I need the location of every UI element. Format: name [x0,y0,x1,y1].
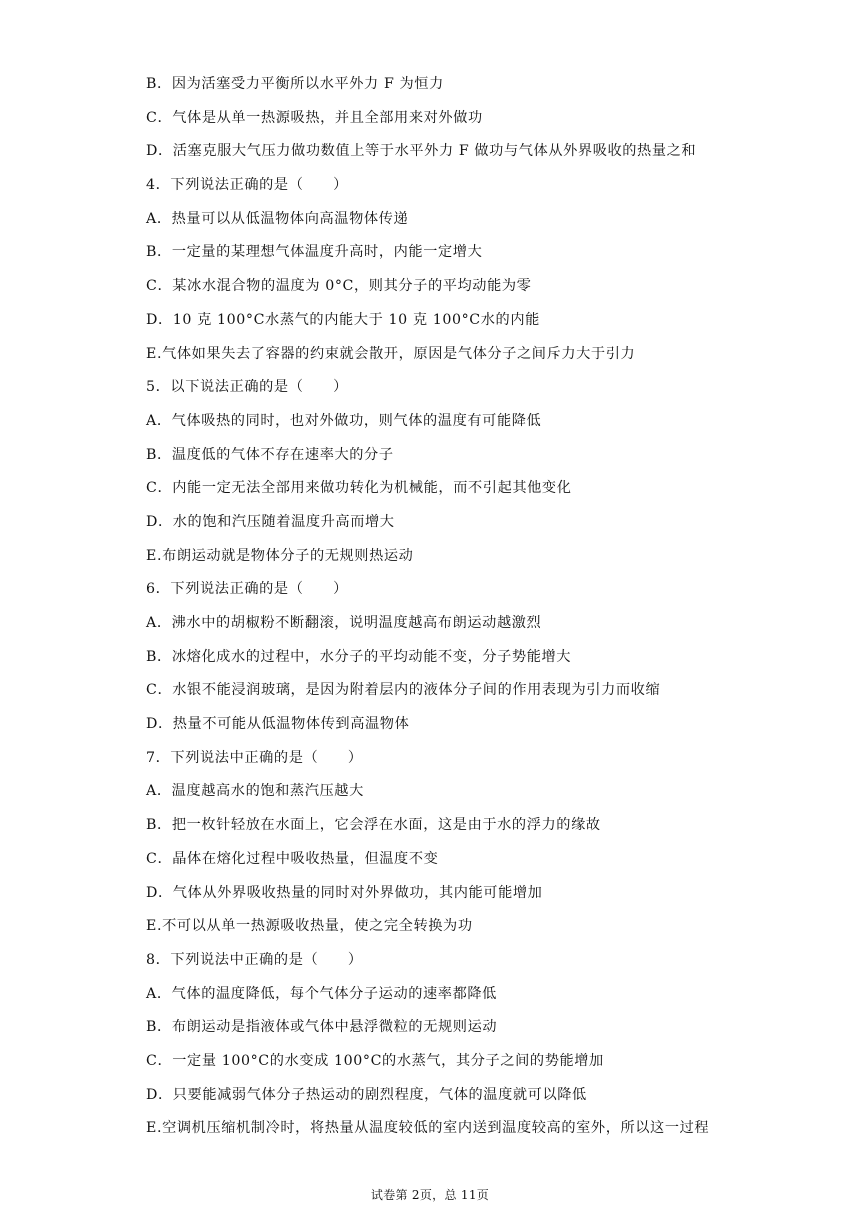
option-b: B．一定量的某理想气体温度升高时，内能一定增大 [146,244,483,261]
option-c: C．内能一定无法全部用来做功转化为机械能，而不引起其他变化 [146,480,572,497]
option-d: D．气体从外界吸收热量的同时对外界做功，其内能可能增加 [146,884,543,901]
option-b: B．冰熔化成水的过程中，水分子的平均动能不变，分子势能增大 [146,648,572,665]
option-d: D．热量不可能从低温物体传到高温物体 [146,716,410,733]
option-c: C．水银不能浸润玻璃，是因为附着层内的液体分子间的作用表现为引力而收缩 [146,682,661,699]
option-c: C．某冰水混合物的温度为 0°C，则其分子的平均动能为零 [146,278,532,295]
option-c: C．晶体在熔化过程中吸收热量，但温度不变 [146,850,439,867]
text-line: C．气体是从单一热源吸热，并且全部用来对外做功 [146,109,483,126]
page-footer: 试卷第 2页，总 11页 [370,1188,490,1202]
question-stem: 8．下列说法中正确的是（ ） [146,951,363,968]
option-d: D．水的饱和汽压随着温度升高而增大 [146,513,395,530]
option-e: E.空调机压缩机制冷时，将热量从温度较低的室内送到温度较高的室外，所以这一过程 [146,1120,710,1137]
option-c: C．一定量 100°C的水变成 100°C的水蒸气，其分子之间的势能增加 [146,1052,604,1069]
text-line: B．因为活塞受力平衡所以水平外力 F 为恒力 [146,76,444,92]
option-a: A．沸水中的胡椒粉不断翻滚，说明温度越高布朗运动越激烈 [146,615,542,631]
option-a: A．气体吸热的同时，也对外做功，则气体的温度有可能降低 [146,412,542,429]
option-e: E.不可以从单一热源吸收热量，使之完全转换为功 [146,918,473,935]
option-e: E.气体如果失去了容器的约束就会散开，原因是气体分子之间斥力大于引力 [146,345,636,362]
option-b: B．布朗运动是指液体或气体中悬浮微粒的无规则运动 [146,1019,498,1036]
question-stem: 4．下列说法正确的是（ ） [146,177,348,194]
question-text-block [146,68,836,1146]
option-e: E.布朗运动就是物体分子的无规则热运动 [146,547,414,564]
text-line: D．活塞克服大气压力做功数值上等于水平外力 F 做功与气体从外界吸收的热量之和 [146,143,697,160]
option-d: D．只要能减弱气体分子热运动的剧烈程度，气体的温度就可以降低 [146,1086,587,1103]
question-stem: 7．下列说法中正确的是（ ） [146,749,363,766]
option-a: A．气体的温度降低，每个气体分子运动的速率都降低 [146,985,497,1002]
question-stem: 6．下列说法正确的是（ ） [146,581,348,598]
question-stem: 5．以下说法正确的是（ ） [146,379,348,396]
option-d: D．10 克 100°C水蒸气的内能大于 10 克 100°C水的内能 [146,311,540,328]
option-a: A．热量可以从低温物体向高温物体传递 [146,210,409,227]
option-b: B．把一枚针轻放在水面上，它会浮在水面，这是由于水的浮力的缘故 [146,817,601,834]
option-b: B．温度低的气体不存在速率大的分子 [146,446,394,463]
option-a: A．温度越高水的饱和蒸汽压越大 [146,783,364,800]
